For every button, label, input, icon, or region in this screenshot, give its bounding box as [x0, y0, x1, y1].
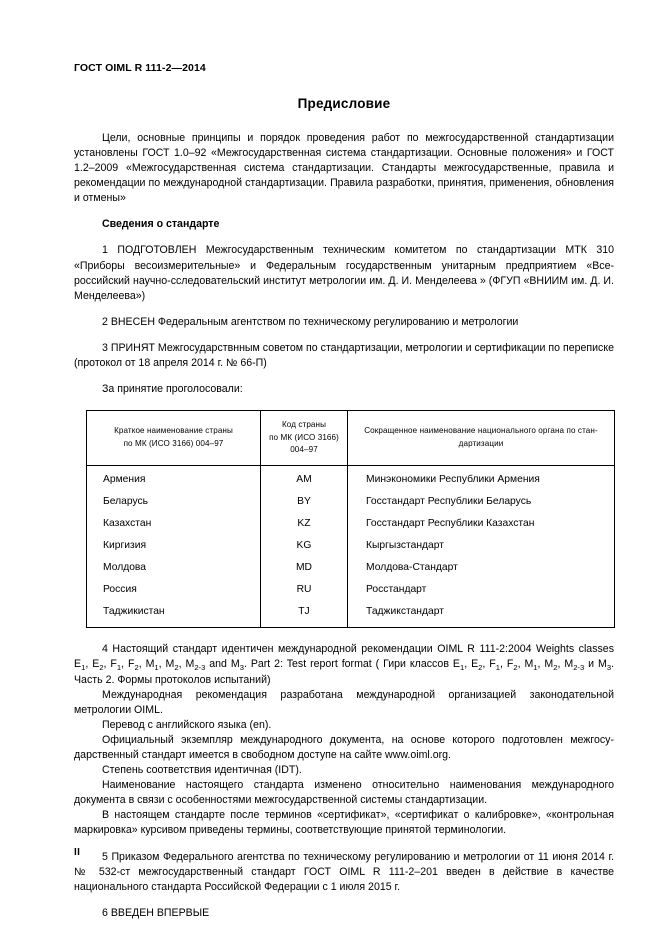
item4-subscript: 1 [154, 662, 159, 672]
item4-subscript: 1 [81, 662, 86, 672]
countries-table-body [87, 466, 615, 628]
item4-segment: , M [517, 658, 534, 671]
header-line: Краткое наименование страны [114, 426, 233, 436]
cell-national-body: Таджикстандарт [348, 601, 615, 628]
document-standard-header: ГОСТ OIML R 111-2—2014 [74, 62, 206, 74]
cell-country-code: KG [261, 535, 348, 557]
item4-segment: и M [584, 658, 607, 671]
page-title: Предисловие [297, 96, 391, 111]
column-header-country-code [261, 411, 348, 466]
header-line: Сокращенное наименование национального органа по стан- [364, 426, 598, 436]
page-content [74, 62, 614, 932]
cell-country-name: Молдова [87, 557, 261, 579]
cell-country-name: Беларусь [87, 491, 261, 513]
cell-country-code: TJ [261, 601, 348, 628]
page-number: II [74, 847, 81, 858]
cell-country-name: Армения [87, 466, 261, 492]
item4-segment: , M [158, 658, 175, 671]
standard-info-item-1: 1 ПОДГОТОВЛЕН Межгосударственным техническим комитетом по стандартизации МТК 310 «Приборы весоизмерительные» и Федеральным государственным унитарным предприятием «Всероссийский научно-сследовательский институт метрологии им. Д. И. Менделеева » (ФГУП «ВНИИМ им. Д. И. Менделеева») [74, 244, 614, 302]
cell-country-name: Киргизия [87, 535, 261, 557]
item4-segment: , M [537, 658, 554, 671]
item4-segment: , M [178, 658, 195, 671]
table-row [87, 491, 615, 513]
header-line: по МК (ИСО 3166) 004–97 [123, 438, 224, 448]
cell-country-code: MD [261, 557, 348, 579]
item4-segment: , M [557, 658, 574, 671]
table-row [87, 513, 615, 535]
column-header-national-body [348, 411, 615, 466]
vote-line: За принятие проголосовали: [102, 383, 243, 396]
paragraph-official-copy: Официальный экземпляр международного документа, на основе которого подготовлен межгосударственный стандарт имеется в свободном доступе на сайте www.oiml.org. [74, 733, 614, 761]
item4-segment: 4 Настоящий стандарт идентичен международной рекомендации OIML R 111-2:2004 Weights classes E [74, 643, 614, 671]
header-line: 004–97 [290, 444, 318, 454]
table-row [87, 466, 615, 492]
item4-subscript: 1 [495, 662, 500, 672]
cell-national-body: Минэкономики Республики Армения [348, 466, 615, 492]
item4-segment: , F [121, 658, 135, 671]
cell-national-body: Росстандарт [348, 579, 615, 601]
cell-country-code: BY [261, 491, 348, 513]
item4-subscript: 2-3 [573, 662, 585, 672]
item4-subscript: 2 [478, 662, 483, 672]
header-line: дартизации [458, 438, 504, 448]
standard-info-heading: Сведения о стандарте [102, 218, 220, 231]
item4-subscript: 2 [513, 662, 518, 672]
after-table-item-6: 6 ВВЕДЕН ВПЕРВЫЕ [102, 906, 210, 919]
table-header-row [87, 411, 615, 466]
item4-segment: , E [85, 658, 100, 671]
table-row [87, 601, 615, 628]
item4-subscript: 1 [116, 662, 122, 672]
cell-national-body: Госстандарт Республики Беларусь [348, 491, 615, 513]
item4-subscript: 2 [134, 662, 139, 672]
cell-national-body: Госстандарт Республики Казахстан [348, 513, 615, 535]
column-header-country-name [87, 411, 261, 466]
cell-national-body: Кыргызстандарт [348, 535, 615, 557]
countries-table [86, 410, 615, 628]
header-line: Код страны [281, 420, 327, 430]
paragraph-international-recommendation: Международная рекомендация разработана международной организацией законодательной метрологии OIML. [74, 688, 614, 716]
cell-national-body: Молдова-Стандарт [348, 557, 615, 579]
item4-subscript: 2 [553, 662, 558, 672]
item4-subscript: 1 [459, 662, 465, 672]
table-row [87, 579, 615, 601]
intro-paragraph: Цели, основные принципы и порядок проведения работ по межгосударственной стандартизации установлены ГОСТ 1.0–92 «Межгосударственная система стандартизации. Основные положения» и ГОСТ 1.2–2009 «Межгосударственная система стандартизации. Стандарты межгосударственные, правила и рекомендации по международной стандартизации. Правила разработки, принятия, применения, обновления и отмены» [74, 132, 614, 205]
standard-info-item-2: 2 ВНЕСЕН Федеральным агентством по техническому регулированию и метрологии [102, 315, 519, 328]
cell-country-code: RU [261, 579, 348, 601]
item4-segment: . Part 2: Test report format ( Гири классов E [243, 658, 460, 671]
cell-country-name: Таджикистан [87, 601, 261, 628]
after-table-item-5: 5 Приказом Федерального агентства по техническому регулированию и метрологии от 11 июня 2014 г. № 532-ст межгосударственный стандарт ГОСТ OIML R 111-2–201 введен в действие в качестве национального стандарта Российской Федерации с 1 июля 2015 г. [74, 850, 614, 893]
cell-country-name: Россия [87, 579, 261, 601]
cell-country-code: KZ [261, 513, 348, 535]
item4-subscript: 2 [99, 662, 104, 672]
table-row [87, 535, 615, 557]
item4-subscript: 2 [174, 662, 179, 672]
item4-segment: , E [464, 658, 479, 671]
item4-subscript: 2-3 [194, 662, 206, 672]
item4-subscript: 3 [239, 662, 244, 672]
item4-subscript: 3 [606, 662, 612, 672]
item4-segment: , F [103, 658, 117, 671]
countries-table-head [87, 411, 615, 466]
item4-segment: , F [482, 658, 496, 671]
after-table-item-4 [74, 642, 614, 687]
cell-country-name: Казахстан [87, 513, 261, 535]
paragraph-translation: Перевод с английского языка (en). [102, 718, 272, 731]
table-row [87, 557, 615, 579]
item4-segment: , M [138, 658, 155, 671]
paragraph-conformity-degree: Степень соответствия идентичная (IDT). [102, 764, 302, 777]
item4-segment: , F [499, 658, 514, 671]
paragraph-naming-change: Наименование настоящего стандарта изменено относительно наименования международного документа в связи с особенностями межгосударственной системы стандартизации. [74, 779, 614, 807]
item4-subscript: 1 [533, 662, 538, 672]
paragraph-terms: В настоящем стандарте после терминов «сертификат», «сертификат о калибровке», «контрольная маркировка» курсивом приведены термины, соответствующие принятой терминологии. [74, 809, 614, 837]
standard-info-item-3: 3 ПРИНЯТ Межгосударствнным советом по стандартизации, метрологии и сертификации по переписке (протокол от 18 апреля 2014 г. № 66-П) [74, 341, 614, 370]
item4-segment: . Часть 2. Формы протоколов испытаний) [74, 658, 615, 686]
header-line: по МК (ИСО 3166) [269, 432, 339, 442]
cell-country-code: AM [261, 466, 348, 492]
item4-segment: and M [205, 658, 240, 671]
